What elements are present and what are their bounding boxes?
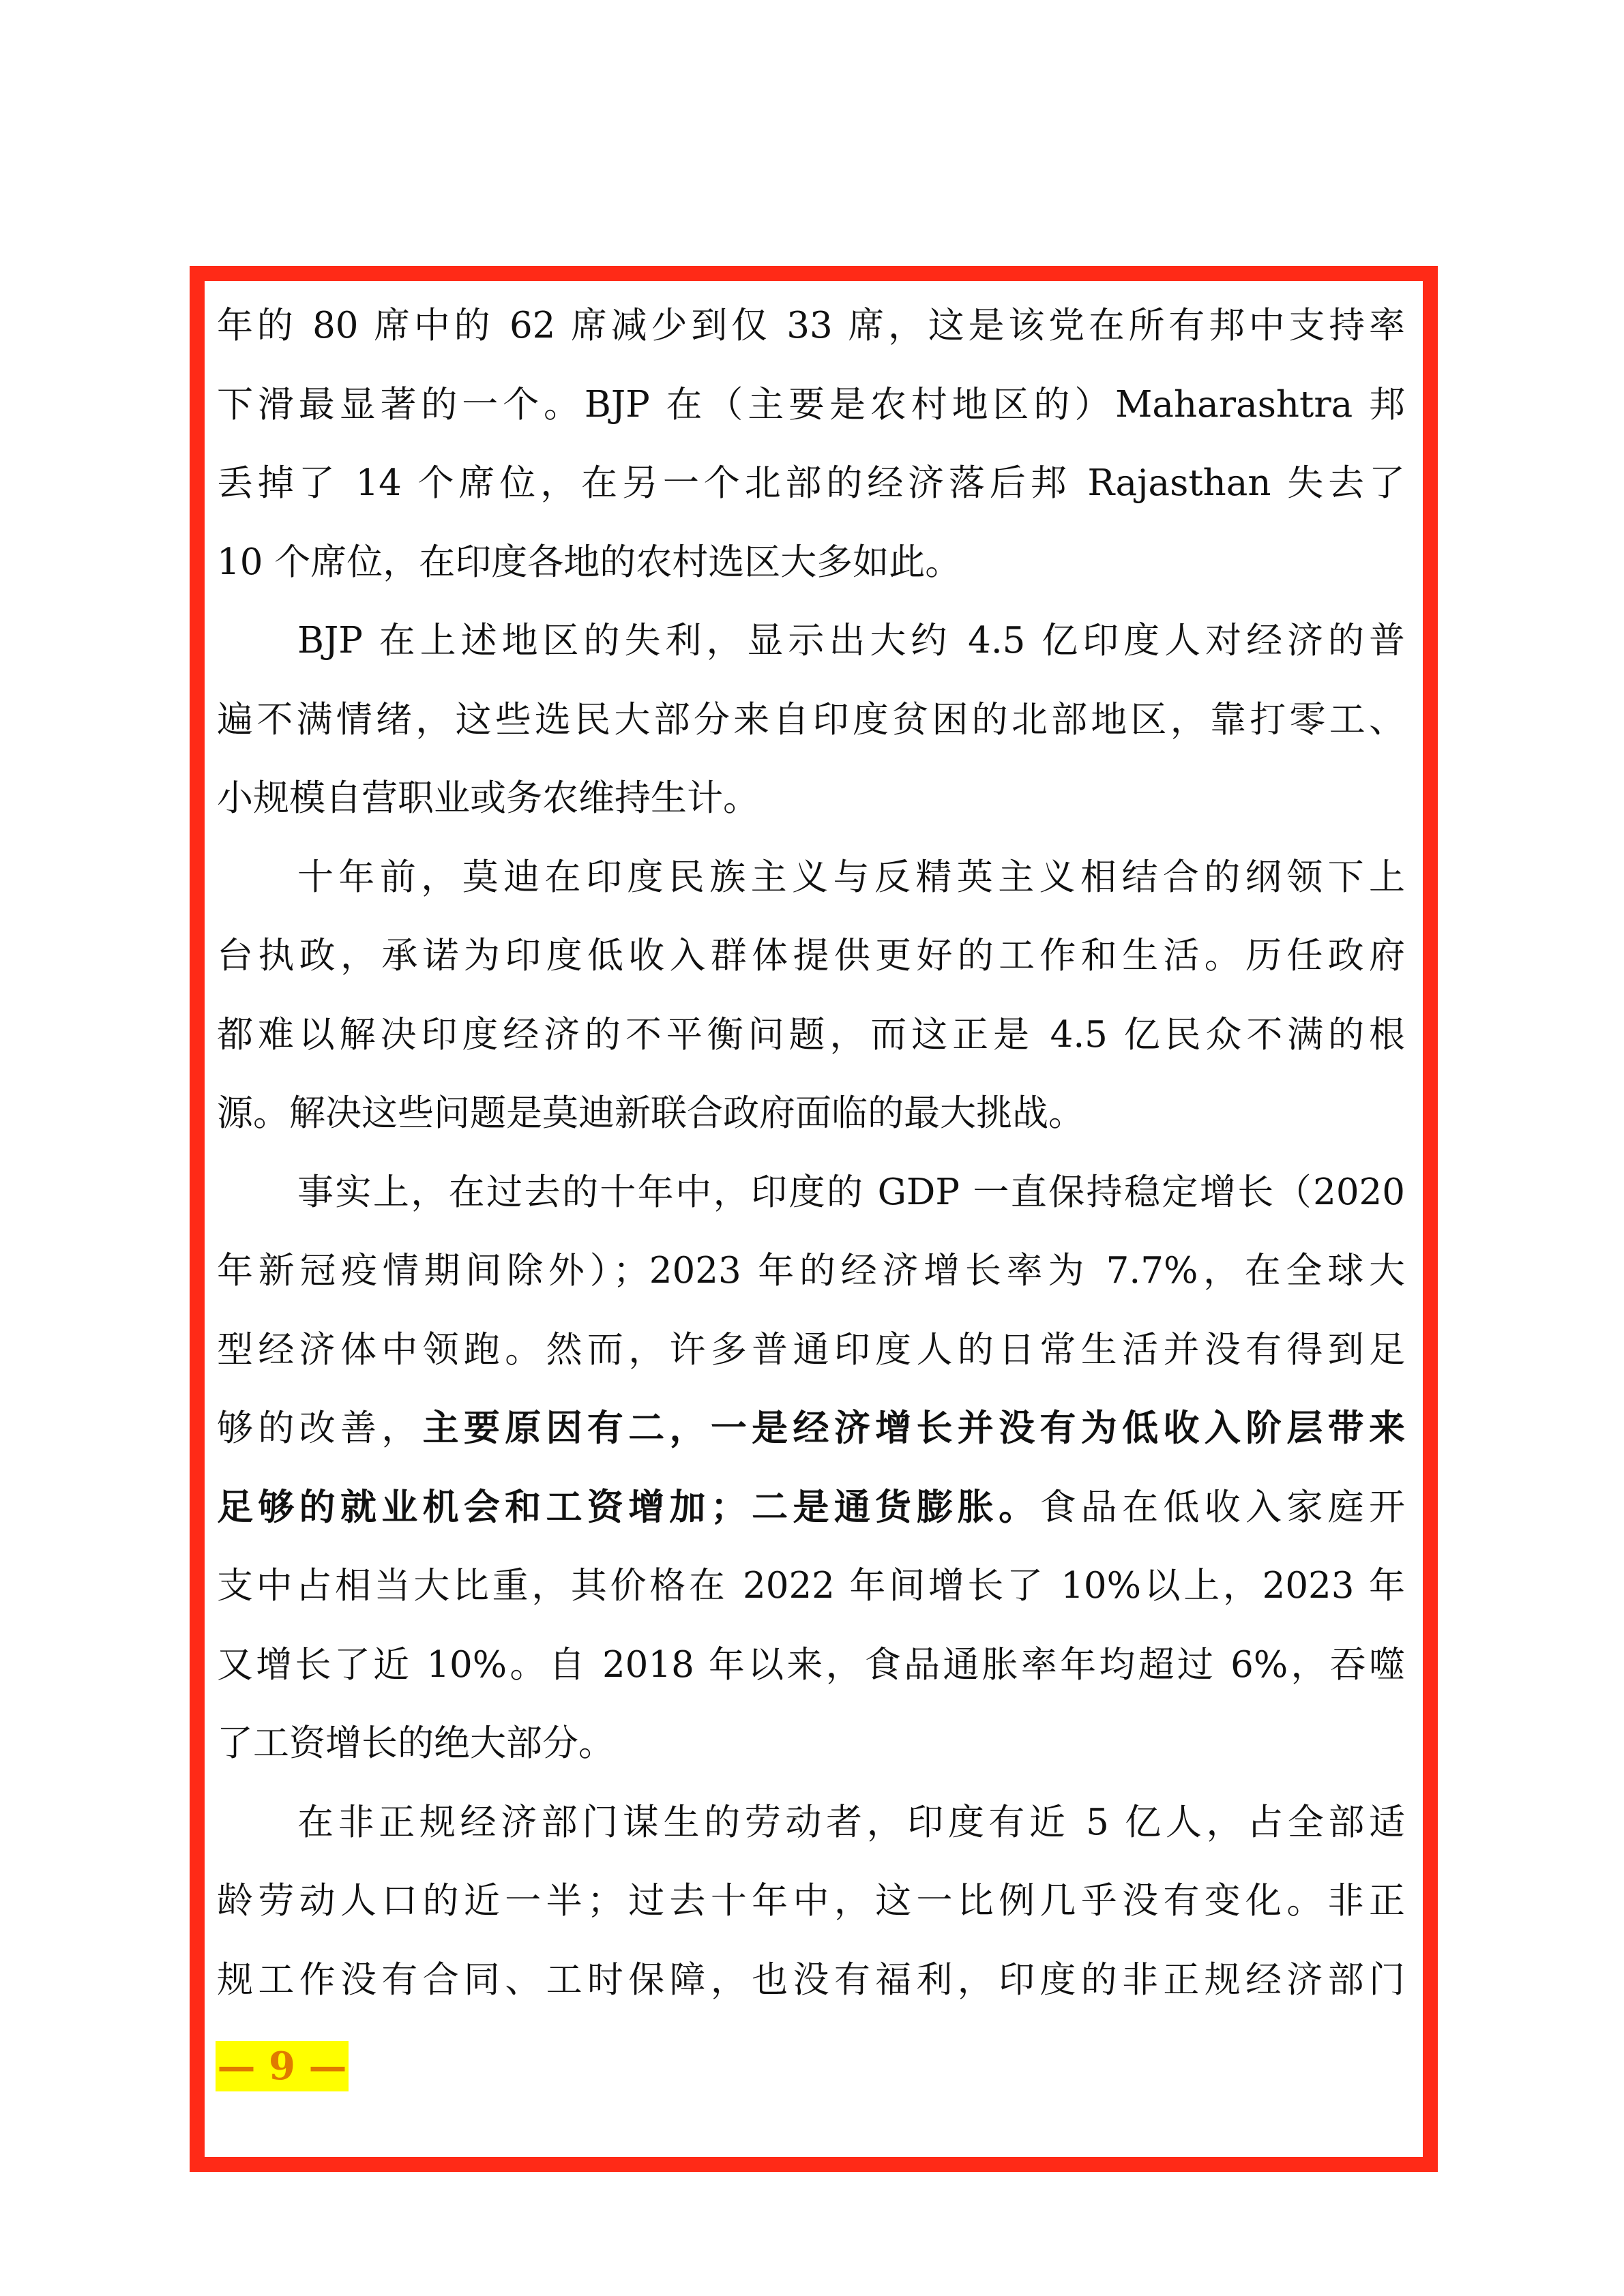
bold-text-segment: 主要原因有二，一是经济增长并没有为低收入阶层带来 bbox=[422, 1407, 1406, 1449]
text-line: 小规模自营职业或务农维持生计。 bbox=[217, 777, 759, 819]
text-line: 了工资增长的绝大部分。 bbox=[217, 1723, 615, 1764]
text-line: 型经济体中领跑。然而，许多普通印度人的日常生活并没有得到足 bbox=[217, 1328, 1405, 1371]
text-line: 下滑最显著的一个。BJP 在（主要是农村地区的）Maharashtra 邦 bbox=[217, 383, 1405, 426]
text-line: 源。解决这些问题是莫迪新联合政府面临的最大挑战。 bbox=[217, 1092, 1084, 1134]
paragraph-2 bbox=[217, 601, 1405, 838]
text-line: 丢掉了 14 个席位，在另一个北部的经济落后邦 Rajasthan 失去了 bbox=[217, 462, 1405, 504]
text-line: 都难以解决印度经济的不平衡问题，而这正是 4.5 亿民众不满的根 bbox=[217, 1013, 1405, 1056]
text-line: 支中占相当大比重，其价格在 2022 年间增长了 10%以上，2023 年 bbox=[217, 1565, 1405, 1607]
text-line: 台执政，承诺为印度低收入群体提供更好的工作和生活。历任政府 bbox=[217, 935, 1405, 976]
text-line: 又增长了近 10%。自 2018 年以来，食品通胀率年均超过 6%，吞噬 bbox=[217, 1643, 1405, 1686]
text-segment: 够的改善， bbox=[217, 1407, 423, 1449]
text-line: 10 个席位，在印度各地的农村选区大多如此。 bbox=[217, 541, 962, 583]
text-line: 规工作没有合同、工时保障，也没有福利，印度的非正规经济部门 bbox=[217, 1958, 1405, 2001]
paragraph-1 bbox=[217, 286, 1405, 601]
text-line: 遍不满情绪，这些选民大部分来自印度贫困的北部地区，靠打零工、 bbox=[217, 698, 1405, 741]
paragraph-4 bbox=[217, 1153, 1405, 1783]
text-line-mixed bbox=[217, 1468, 1405, 1547]
bold-text-segment: 足够的就业机会和工资增加；二是通货膨胀。 bbox=[217, 1485, 1040, 1528]
text-line: BJP 在上述地区的失利，显示出大约 4.5 亿印度人对经济的普 bbox=[297, 620, 1405, 661]
text-line-mixed bbox=[217, 1389, 1405, 1468]
text-line: 在非正规经济部门谋生的劳动者，印度有近 5 亿人，占全部适 bbox=[297, 1801, 1405, 1843]
paragraph-3 bbox=[217, 838, 1405, 1153]
text-line: 年的 80 席中的 62 席减少到仅 33 席，这是该党在所有邦中支持率 bbox=[217, 305, 1405, 346]
text-segment: 食品在低收入家庭开 bbox=[1039, 1486, 1406, 1528]
text-line: 十年前，莫迪在印度民族主义与反精英主义相结合的纲领下上 bbox=[297, 856, 1405, 898]
text-line: 年新冠疫情期间除外）；2023 年的经济增长率为 7.7%，在全球大 bbox=[217, 1250, 1405, 1292]
text-line: 事实上，在过去的十年中，印度的 GDP 一直保持稳定增长（2020 bbox=[297, 1171, 1405, 1213]
article-body bbox=[217, 286, 1405, 2019]
paragraph-5 bbox=[217, 1783, 1405, 2020]
page-number: — 9 — bbox=[216, 2041, 349, 2091]
text-line: 龄劳动人口的近一半；过去十年中，这一比例几乎没有变化。非正 bbox=[217, 1880, 1405, 1922]
